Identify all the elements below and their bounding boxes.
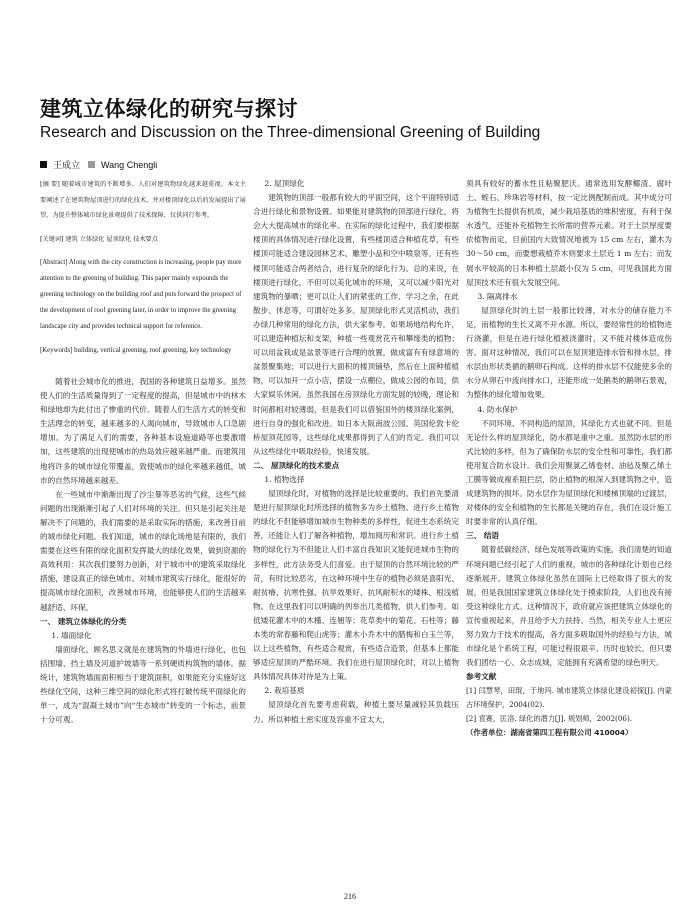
author-line xyxy=(40,158,157,171)
references-heading: 参考文献 xyxy=(466,672,497,682)
square-bullet-icon xyxy=(88,161,95,168)
page-number: 216 xyxy=(344,892,356,901)
column-left xyxy=(40,177,246,727)
author-name-chinese: 王成立 xyxy=(53,161,81,171)
author-affiliation: （作者单位：湖南省第四工程有限公司 410004） xyxy=(466,728,633,738)
column-middle xyxy=(253,177,459,727)
reference-item: [2] 袁赛，匡洛. 绿化的潜力[J]. 规划师，2002(06). xyxy=(466,714,633,724)
section-heading: 一、 建筑立体绿化的分类 xyxy=(40,616,127,626)
abstract-english: [Abstract] Along with the city construction is increasing, people pay more attention to the greening of building. This paper mainly expounds the greening technology on the building roof and puts forward the prospect of the development of roof greening later, in order to improve the greening landscape city and provides technical support for reference. xyxy=(40,259,242,330)
subsection-heading: 2. 屋顶绿化 xyxy=(264,179,305,188)
author-name-english: Wang Chengli xyxy=(101,159,158,170)
body-paragraph: 随着低碳经济、绿色发展等政策的实施，我们清楚的知道环境问题已经引起了人们的重视，城市的各种绿化计划也已经逐渐展开。建筑立体绿化虽然在国际上已经取得了很大的发展，但是我国国家建筑立体绿化处于摸索阶段，人们也没有接受这种绿化方式。这种情况下，政府就应该把建筑立体绿化的宣传重视起来，并且给予大力扶持。当然，相关专业人士更应努力致力于技术的提高，各方面多吸取国外的经验与方法，城市绿化是个系统工程，可能过程很艰辛、历时也较长。但只要我们团结一心、众志成城，定能拥有充满希望的绿色明天。 xyxy=(466,545,672,668)
subsection-heading: 4. 防水保护 xyxy=(477,404,518,414)
body-paragraph: 不同环境、不同构造的屋顶，其绿化方式也就不同。但是无论什么样的屋顶绿化，防水都是重中之重。虽然防水层的形式比较的多样，但为了确保防水层的安全性和可靠性，我们都使用复合防水设计。我们会用聚氯乙烯卷材、油毡及聚乙烯土工膜等做成複系阻拦层，防止植物的根深入到建筑物之中，造成建筑物的损坏。防水层作为屋顶绿化和楼梯顶端的过渡层，对楼体的安全和植物的生长都是关键的存在，我们在设计施工时要非常的认真仔细。 xyxy=(466,418,672,527)
body-paragraph: 建筑物的顶部一般都有较大的平面空间，这个平面特别适合进行绿化和景物设置。如果能对建筑物的顶部进行绿化，将会大大提高城市的绿化率。在实际的绿化过程中，我们要根据楼顶的具体情况进行绿化设置，有些楼顶适合种植花草，有些楼顶可能适合建设园林艺术、雕塑小品和空中喷泉等。还有些楼顶可能适合两者结合，进行复杂的绿化行为。总的来说，在楼顶进行绿化，不但可以美化城市的环境，又可以减少阳光对建筑物的暴晒；更可以让人们的紧张的工作、学习之余，在此散步、休息等，可谓好处多多。屋顶绿化形式灵活机动，我们办绿几种常用的绿化方法，供大家参考。如果场地结构允许，可以建造种植坛和支架，种植一些观赏花卉和攀缘类的植物；可以用盆栽或是盆景等进行合理的放置，做成富有有绿意境的盆景聚集地；可以进行大面积的楼顶铺垫，然后在上面种植植物，可以加开一点小店，摆设一点棚位，做成公园的布局，供大家娱乐休闲。虽然我国在房顶绿化方面发展的较晚，理论和时间都相对较薄弱，但是我们可以借鉴国外的楼顶绿化案例，进行自身的强化和改进。如日本大阪南波公园、英国伦敦卡伦桥屋顶花园等，这些绿化成果都得到了人们的肯定。我们可以从这些绿化中吸取经验，快速发展。 xyxy=(253,193,459,456)
subsection-heading: 1. 植物选择 xyxy=(264,474,305,484)
column-right xyxy=(466,177,672,740)
square-bullet-icon xyxy=(40,161,47,168)
section-heading: 三、 结语 xyxy=(466,531,500,541)
keywords-english: [Keywords] building, vertical greening, roof greening, key technology xyxy=(40,347,232,354)
body-paragraph: 墙面绿化，顾名思义就是在建筑物的外墙进行绿化，也包括围墙、挡土墙及河道护坡墙等一系列硬质构筑物的墙体。据统计，建筑物墙面面积相当于建筑面积，如果能充分实施好这些绿化空间，这种三维空间的绿化形式将打破传统平面绿化的单一，成为“混凝土城市”向“生态城市”转变的一个标志，前景十分可观。 xyxy=(40,644,246,725)
subsection-heading: 3. 隔离排水 xyxy=(477,291,518,301)
title-english: Research and Discussion on the Three-dimensional Greening of Building xyxy=(40,124,541,141)
subsection-heading: 1. 墙面绿化 xyxy=(51,630,92,640)
title-chinese: 建筑立体绿化的研究与探讨 xyxy=(40,97,298,121)
abstract-chinese: [摘 要] 随着城市建筑的不断增多，人们对建筑物绿化越来越重视。本文主要阐述了在建筑物屋顶进行的绿化技术，并对楼顶绿化以后的发展提出了展望，为提升整体城市绿化景观提供了技术保障，仅供同行参考。 xyxy=(40,181,246,219)
body-paragraph: 随着社会城市化的推进，我国的各种建筑日益增多。虽然使人们的生活质量得到了一定程度的提高，但是城市中的林木和绿地却为此付出了惨重的代价。随着人们生活方式的转变和生活理念的转变，越来越多的人渴向城市，导致城市人口急剧增加。为了满足人们的需要，各种基本设施道路等也要激增加，这些建筑的出现使城市的热岛效应越来越严重。而建筑用地将许多的城市绿化带覆盖，致使城市的绿化率越来越低，城市的自然环境越来越差。 xyxy=(40,377,246,485)
keywords-chinese: [关键词] 建筑 立体绿化 屋顶绿化 技术要点 xyxy=(40,235,158,243)
body-paragraph: 在一些城市中渐渐出现了沙尘暴等恶劣的气候，这些气候问题的出现渐渐引起了人们对环境的关注。但只是引起关注是解决不了问题的，我们需要的是采取实际的措施，来改善目前的城市绿化问题。我们知道，城市的绿化场地是有限的，我们需要在这些有限的绿化面积发挥最大的绿化效果，做到资源的高效利用：其次我们要努力创新，对于城市中的建筑采取绿化措施，建设真正的绿色城市。对城市建筑实行绿化，能很好的提高城市绿化面积，改善城市环境，也能够使人们的生活越来越舒适、环保。 xyxy=(40,489,246,612)
body-paragraph: 屋顶绿化时的土层一般都比较薄，对水分的储存能力不足，而植物的生长又离不开水源。所以，要经常性的给植物进行浇灌，但是在进行绿化植被浇灌时，又不能对楼体造成伤害。面对这种情况，我们可以在屋顶建造排水管和排水层，排水层由形状类循的鹅卵石构成。这样的排水层不仅能使多余的水分从卵石中流向排水口，还能形成一处鹅类的鹅卵石景观，为整体的绿化增加效果。 xyxy=(466,305,672,400)
subsection-heading: 2. 栽培基质 xyxy=(264,686,305,696)
body-paragraph: 须具有较好的蓄水性且粘聚肥沃。通常选用发酵椰渣、腐叶土、蛭石、珍珠岩等材料，按一定比例配制而成。其中成分可为植物生长提供有机质，减少栽培基质的堆积密度，有利于保水透气，还能补充植物生长所需的营养元素。对于土层厚度要依植物而定，目前国内大致情况地被为 15 cm 左右，灌木为 30～50 cm，而要想栽植乔木则要求土层近 1 m 左右；而发展水平较高的日本种植土层最小仅为 5 cm，可见我国此方面屋顶技术还有很大发展空间。 xyxy=(466,179,672,287)
body-paragraph: 屋顶绿化时，对植物的选择是比较重要的。我们首先要清楚进行屋顶绿化时所选择的植物多为乡土植物。进行乡土植物的绿化不但能够增加城市生物种类的多样性，促进生态系统完善，还能让人们了解各种植物，增加阅历和常识。进行乡土植物的绿化行为不但能让人们丰富自我知识又能促进城市生物的多样性，此方法务受人们喜爱。由于屋顶的自然环境比较的严苛，有时比较恶劣，在这种环境中生存的植物必须是喜阳光、耐贫瘠、抗寒性强、抗旱效果好、抗风耐积水的矮株、根浅植物。在这里我们可以明确的列举出几类植物，供人们参考。如低矮花灌木中的木槿、连翘等；花草类中的菊花、石柱等；藤本类的常春藤和爬山虎等；灌木小乔木中的腊梅和白玉兰等，以上这些植物，有些适合观赏，有些适合造景，但基本上都能够适应屋顶的严酷环境。我们在进行屋顶绿化时，对以上植物具体情况具体对待是为上策。 xyxy=(253,489,459,682)
reference-item: [1] 闫慧琴，田琨，于地玛. 城市建筑立体绿化建设初探[J]. 内蒙古环境保护，2004(02). xyxy=(466,686,672,710)
body-paragraph: 屋顶绿化首先要考虑荷载，种植土要尽量减轻其负载压力。所以种植土密实度及容重不宜太大， xyxy=(253,700,459,724)
section-heading: 二、 屋顶绿化的技术要点 xyxy=(253,460,340,470)
